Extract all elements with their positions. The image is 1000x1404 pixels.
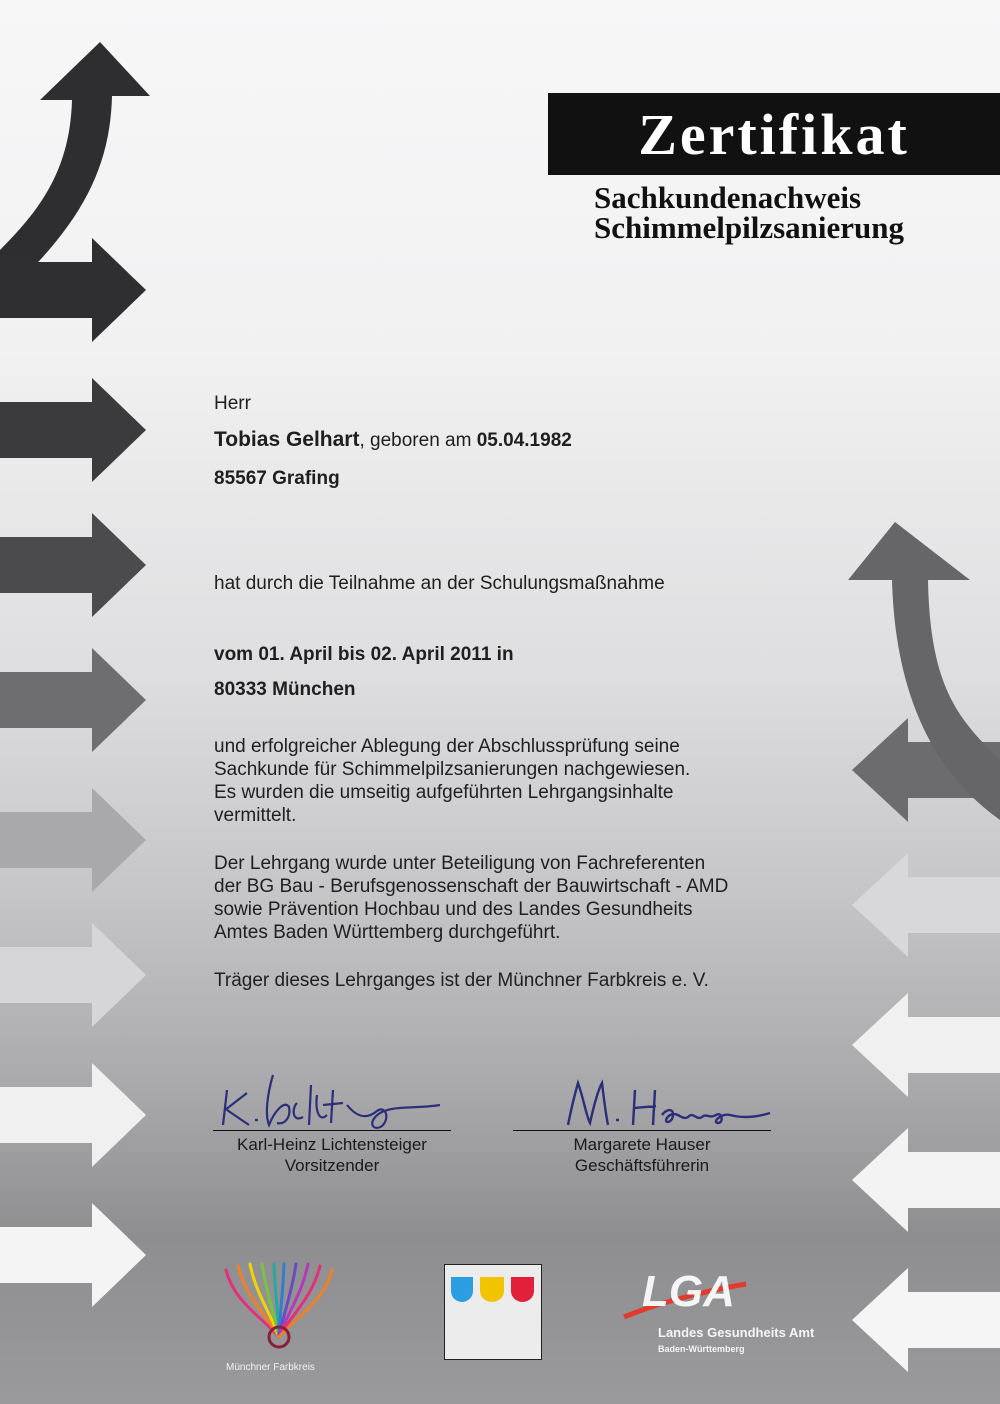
lga-mark: LGA — [642, 1267, 735, 1316]
right-pointing-arrow-icon — [0, 378, 146, 482]
muenchner-farbkreis-logo — [222, 1262, 336, 1352]
certificate-subtitle — [594, 180, 994, 245]
certificate-title: Zertifikat — [548, 93, 1000, 175]
recipient-name: Tobias Gelhart — [214, 428, 360, 451]
left-pointing-arrow-icon — [852, 1128, 1000, 1232]
right-arrow-column — [852, 718, 1000, 1372]
subtitle-line-1: Sachkundenachweis — [594, 180, 862, 215]
born-text: , geboren am — [359, 430, 477, 451]
right-pointing-arrow-icon — [0, 1063, 146, 1167]
signatory-left-name: Karl-Heinz Lichtensteiger — [237, 1135, 427, 1154]
bg-bau-logo — [444, 1264, 542, 1360]
participation-text: hat durch die Teilnahme an der Schulungsmaßnahme — [214, 573, 665, 594]
course-location: 80333 München — [214, 679, 356, 700]
lga-logo — [620, 1262, 750, 1322]
subtitle-line-2: Schimmelpilzsanierung — [594, 210, 905, 245]
lecturers-paragraph: Der Lehrgang wurde unter Beteiligung von Fachreferenten der BG Bau - Berufsgenossenschaft der Bauwirtschaft - AMD sowie Prävention Hochbau und des Landes Gesundheits Amtes Baden Württemberg durchgeführt. — [214, 853, 729, 943]
birth-date: 05.04.1982 — [476, 430, 572, 451]
curved-arrow-up-left-icon — [0, 42, 150, 300]
signatory-left-role: Vorsitzender — [284, 1156, 380, 1175]
signature-line-right — [513, 1130, 771, 1131]
salutation: Herr — [214, 393, 251, 414]
right-pointing-arrow-icon — [0, 648, 146, 752]
left-arrow-column — [0, 238, 146, 1307]
right-pointing-arrow-icon — [0, 788, 146, 892]
recipient-line — [214, 428, 572, 452]
signatory-right — [513, 1134, 771, 1176]
signatory-left — [213, 1134, 451, 1176]
sponsor-text: Träger dieses Lehrganges ist der Münchner Farbkreis e. V. — [214, 970, 709, 991]
lga-name: Landes Gesundheits Amt — [658, 1325, 815, 1340]
signature-chairman — [215, 1065, 455, 1135]
signatory-right-role: Geschäftsführerin — [574, 1156, 710, 1175]
signature-manager — [560, 1075, 790, 1135]
right-pointing-arrow-icon — [0, 1203, 146, 1307]
lga-region: Baden-Württemberg — [658, 1344, 745, 1354]
left-pointing-arrow-icon — [852, 993, 1000, 1097]
course-dates: vom 01. April bis 02. April 2011 in — [214, 644, 514, 665]
left-pointing-arrow-icon — [852, 853, 1000, 957]
right-pointing-arrow-icon — [0, 513, 146, 617]
left-pointing-arrow-icon — [852, 1268, 1000, 1372]
farbkreis-caption: Münchner Farbkreis — [226, 1362, 315, 1373]
exam-paragraph: und erfolgreicher Ablegung der Abschlussprüfung seine Sachkunde für Schimmelpilzsanierungen nachgewiesen. Es wurden die umseitig aufgeführten Lehrgangsinhalte vermittelt. — [214, 736, 691, 826]
signatory-right-name: Margarete Hauser — [573, 1135, 711, 1154]
signature-line-left — [213, 1130, 451, 1131]
recipient-address: 85567 Grafing — [214, 468, 340, 489]
bg-bau-shield-icons — [445, 1273, 541, 1313]
right-pointing-arrow-icon — [0, 923, 146, 1027]
